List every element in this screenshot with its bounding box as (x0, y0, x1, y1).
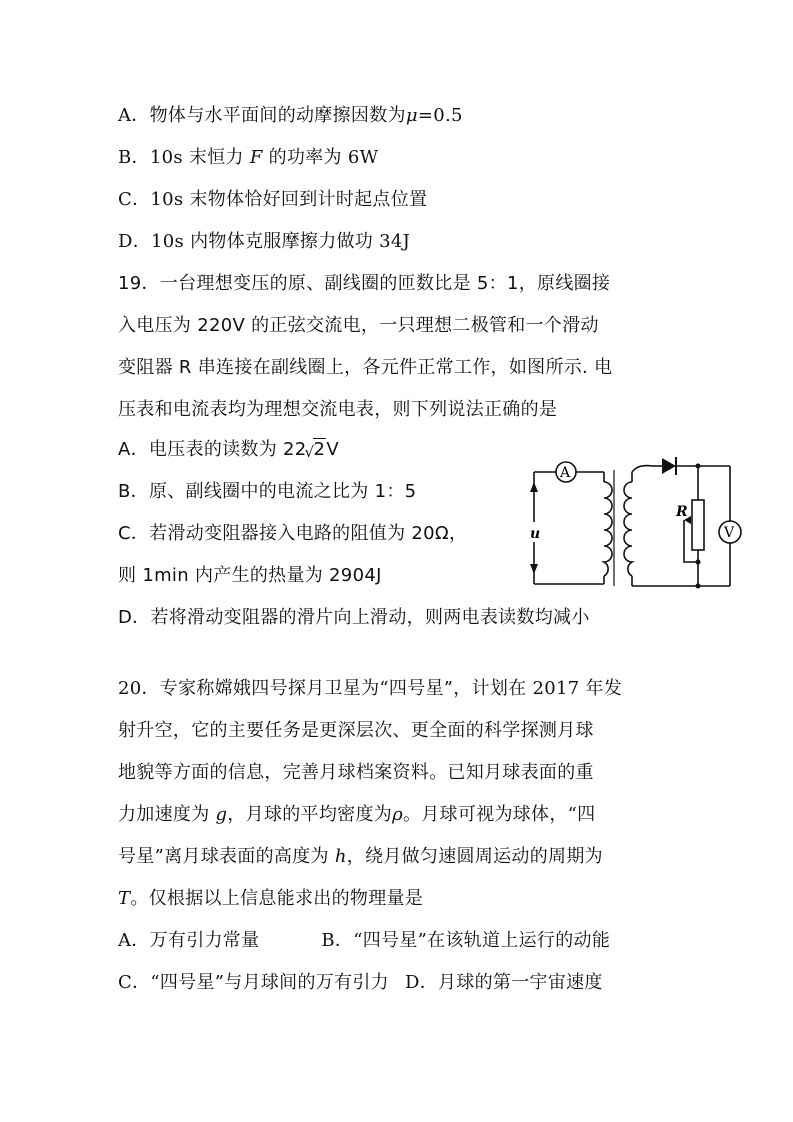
q19-option-b: B．原、副线圈中的电流之比为 1：5 (118, 481, 417, 502)
q20-options-row-2 (118, 970, 603, 996)
resistor-label: R (676, 504, 688, 520)
force-symbol: F (249, 147, 263, 168)
q18-option-d: D．10s 内物体克服摩擦力做功 34J (118, 231, 411, 252)
mu-symbol: μ (405, 105, 418, 126)
q19-stem-line-3: 变阻器 R 串连接在副线圈上，各元件正常工作，如图所示. 电 (118, 357, 613, 378)
secondary-coil (624, 482, 632, 576)
sqrt-expression: √ 2 (304, 439, 326, 461)
q20-line-1: 20．专家称嫦娥四号探月卫星为“四号星”，计划在 2017 年发 (118, 678, 623, 699)
q20-option-a: A．万有引力常量 (118, 930, 260, 951)
q19-stem-line-2: 入电压为 220V 的正弦交流电，一只理想二极管和一个滑动 (118, 315, 599, 336)
q19-option-a: A．电压表的读数为 22 √ 2V (118, 439, 339, 461)
diode-symbol (662, 458, 676, 474)
q18-option-c: C．10s 末物体恰好回到计时起点位置 (118, 189, 428, 210)
q20-option-b: B．“四号星”在该轨道上运行的动能 (321, 930, 611, 951)
q20-line-2: 射升空，它的主要任务是更深层次、更全面的科学探测月球 (118, 720, 594, 741)
q19-option-d: D．若将滑动变阻器的滑片向上滑动，则两电表读数均减小 (118, 607, 590, 628)
transformer-circuit-diagram (520, 452, 748, 592)
q18-option-a: A．物体与水平面间的动摩擦因数为μ=0.5 (118, 105, 463, 126)
q20-line-6: T。仅根据以上信息能求出的物理量是 (118, 888, 424, 909)
q19-option-c-line-2: 则 1min 内产生的热量为 2904J (118, 565, 382, 586)
q20-option-c: C．“四号星”与月球间的万有引力 (118, 972, 389, 993)
input-voltage-label: u (530, 526, 541, 542)
q20-line-5: 号星”离月球表面的高度为 h，绕月做匀速圆周运动的周期为 (118, 846, 603, 867)
q20-option-d: D．月球的第一宇宙速度 (404, 972, 603, 993)
q19-option-c-line-1: C．若滑动变阻器接入电路的阻值为 20Ω， (118, 523, 468, 544)
u-arrow-down (530, 564, 538, 574)
primary-coil (604, 482, 612, 576)
voltmeter-label: V (724, 525, 735, 541)
q20-options-row-1 (118, 928, 610, 954)
q20-line-4: 力加速度为 g，月球的平均密度为ρ。月球可视为球体，“四 (118, 804, 596, 825)
q19-stem-line-4: 压表和电流表均为理想交流电表，则下列说法正确的是 (118, 399, 558, 420)
q20-line-3: 地貌等方面的信息，完善月球档案资料。已知月球表面的重 (118, 762, 594, 783)
ammeter-label: A (560, 465, 571, 481)
u-arrow-up (530, 482, 538, 492)
q18-option-b: B．10s 末恒力 F 的功率为 6W (118, 147, 379, 168)
q19-stem-line-1: 19．一台理想变压的原、副线圈的匝数比是 5：1，原线圈接 (118, 273, 611, 294)
